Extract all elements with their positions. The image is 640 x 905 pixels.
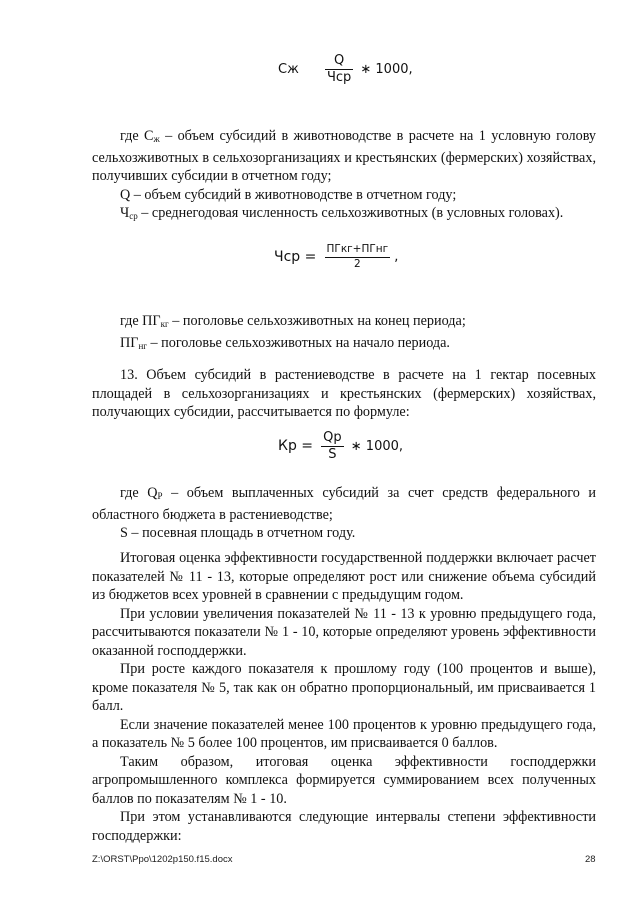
denominator: 2: [353, 257, 361, 270]
numerator: ПГкг+ПГнг: [325, 244, 391, 258]
paragraph: Таким образом, итоговая оценка эффективности господдержки агропромышленного комплекса формируется суммированием всех полученных баллов по показателям № 1 - 10.: [92, 753, 596, 807]
numerator: Q: [325, 54, 353, 70]
formula-tail: ∗ 1000,: [350, 439, 404, 455]
def-pg-ng: $ПГ_{нг}$ – поголовье сельхозживотных на начало периода.: [120, 334, 450, 351]
formula-tail: ∗ 1000,: [360, 62, 413, 78]
footer-page-number: 28: [585, 854, 596, 865]
paragraph: При условии увеличения показателей № 11 - 13 к уровню предыдущего года, рассчитываются показатели № 1 - 10, которые определяют уровень эффективности оказанной господдержки.: [92, 605, 596, 659]
def-ch-sr: $Ч_{ср}$ – среднегодовая численность сельхозживотных (в условных головах).: [120, 205, 564, 221]
formula-crop: [278, 431, 403, 463]
denominator: S: [328, 447, 337, 463]
formula-tail: ,: [394, 249, 399, 265]
footer-file-path: Z:\ORST\Ppo\1202p150.f15.docx: [92, 854, 233, 865]
def-s: S – посевная площадь в отчетном году.: [120, 525, 356, 541]
fraction: [325, 54, 353, 86]
denominator: Чср: [326, 70, 352, 86]
formula-lhs: Сж: [278, 62, 299, 78]
fraction: [325, 244, 391, 270]
def-q: Q – объем субсидий в животноводстве в отчетном году;: [120, 186, 457, 203]
formula-livestock: [278, 54, 413, 86]
formula-lhs: Кр =: [278, 438, 314, 455]
definitions-crop: [92, 484, 596, 543]
paragraph-13: 13. Объем субсидий в растениеводстве в расчете на 1 гектар посевных площадей в сельхозорганизациях и крестьянских (фермерских) хозяйствах, получающих субсидии, рассчитывается по формуле:: [92, 367, 596, 420]
paragraph: При росте каждого показателя к прошлому году (100 процентов и выше), кроме показателя № 5, так как он обратно пропорциональный, им присваивается 1 балл.: [92, 661, 596, 714]
paragraph: При этом устанавливаются следующие интервалы степени эффективности господдержки:: [92, 809, 596, 844]
formula-average-headcount: [274, 244, 398, 270]
fraction: [321, 431, 343, 463]
paragraph: Итоговая оценка эффективности государственной поддержки включает расчет показателей № 11 - 13, которые определяют рост или снижение объема субсидий из бюджетов всех уровней в сравнении с предыдущим годом.: [92, 550, 596, 603]
numerator: Qр: [321, 431, 343, 447]
def-qp: где $Q_Р$ – объем выплаченных субсидий за счет средств федерального и областного бюджета в растениеводстве;: [92, 485, 596, 523]
paragraph: Если значение показателей менее 100 процентов к уровню предыдущего года, а показатель № 5 более 100 процентов, им присваивается 0 баллов.: [92, 716, 596, 751]
formula-lhs: Чср =: [274, 248, 317, 265]
definitions-livestock: [92, 127, 596, 226]
def-c-zh: где $С_ж$ – объем субсидий в животноводстве в расчете на 1 условную голову сельхозживотных в сельхозорганизациях и крестьянских (фермерских) хозяйствах, получивших субсидии в отчетном году;: [92, 128, 596, 184]
def-pg-kg: где $ПГ_{кг}$ – поголовье сельхозживотных на конец периода;: [120, 313, 466, 329]
final-paragraphs: [92, 549, 596, 845]
definitions-headcount: [92, 312, 596, 355]
